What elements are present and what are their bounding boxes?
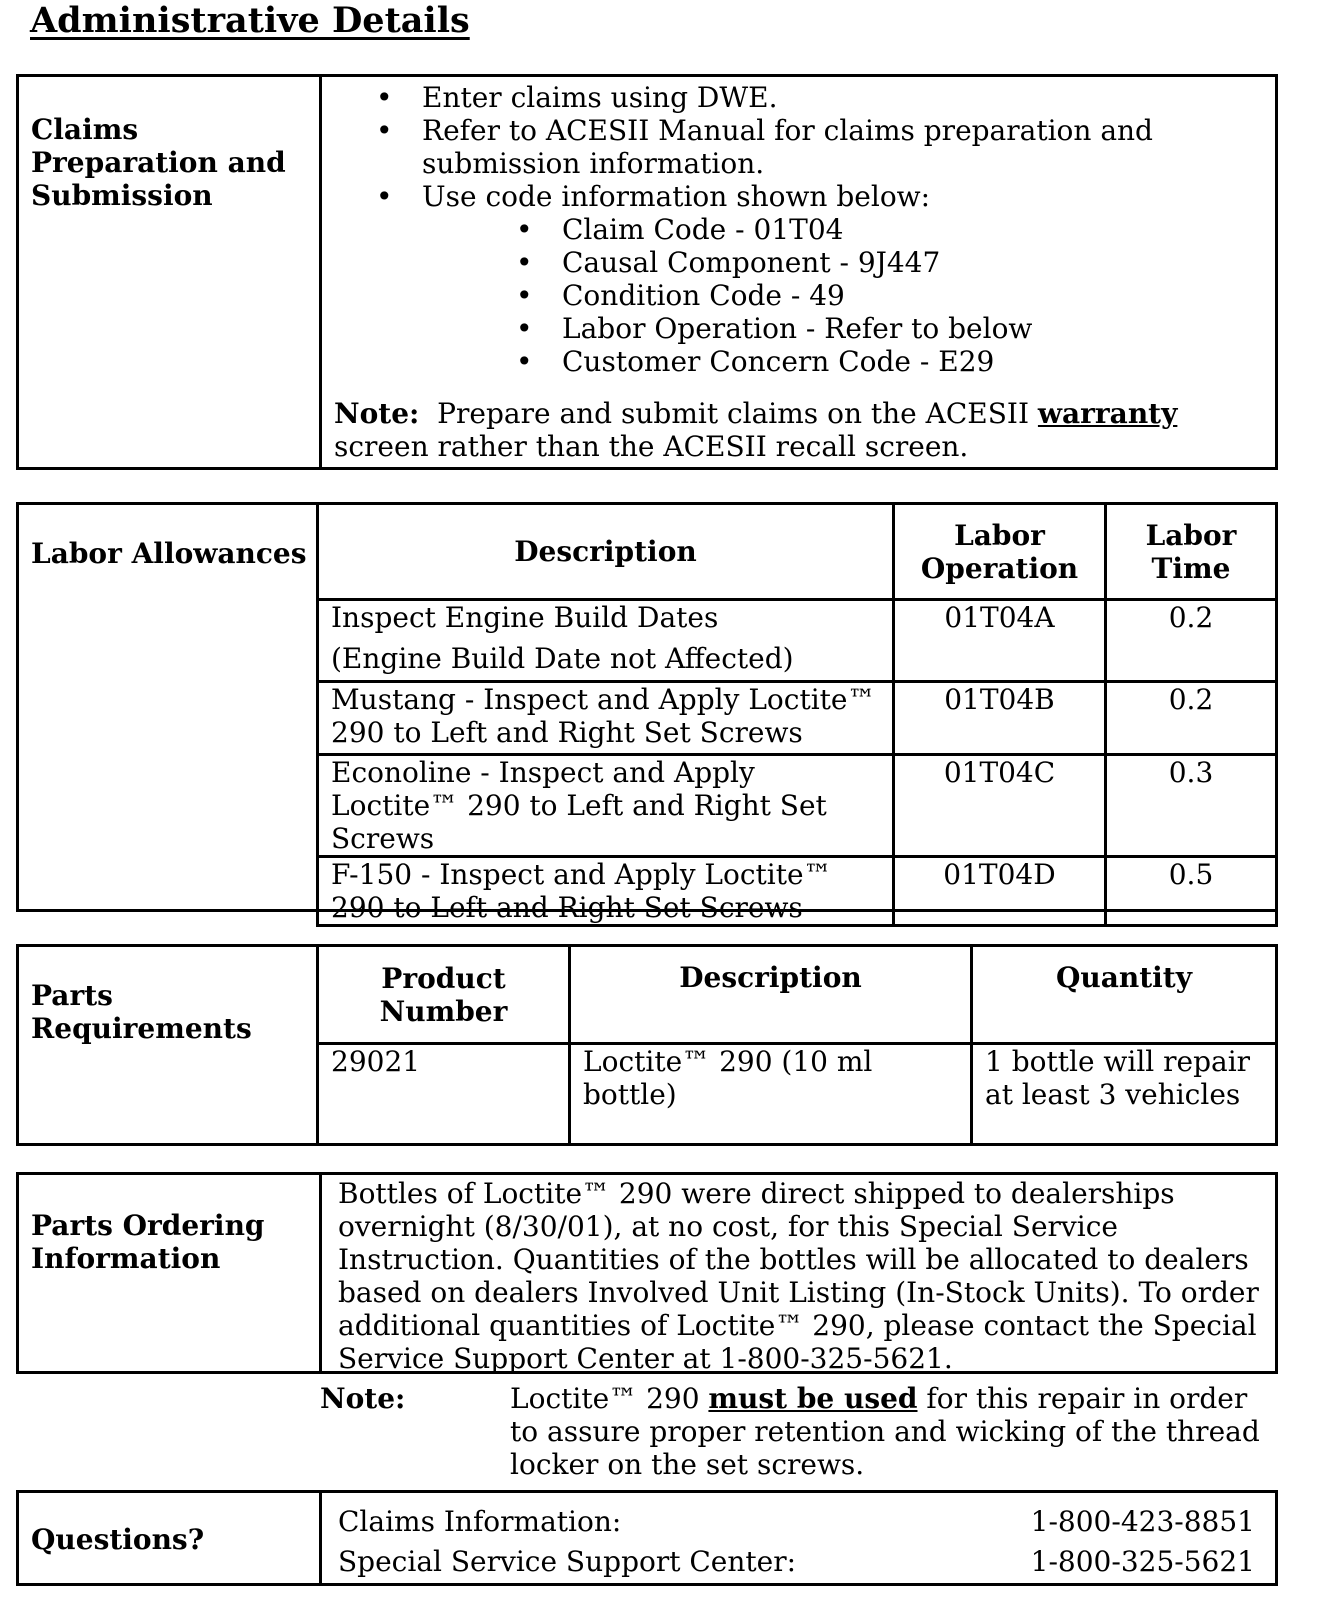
column-header: Description <box>318 504 894 600</box>
column-header: Product Number <box>318 946 570 1044</box>
table-cell: 29021 <box>318 1044 570 1145</box>
parts-table <box>316 944 1278 1146</box>
note-label: Note: <box>334 397 420 430</box>
column-header: Quantity <box>972 946 1277 1044</box>
note-text: Prepare and submit claims on the ACESII <box>437 397 1030 430</box>
list-item: • Use code information shown below: <box>422 180 1202 213</box>
questions-content <box>319 1493 1275 1583</box>
causal-component-item: • Causal Component - 9J447 <box>562 246 1202 279</box>
contact-phone: 1-800-423-8851 <box>1030 1505 1255 1538</box>
table-cell <box>318 600 894 682</box>
contact-row <box>338 1505 1255 1538</box>
table-cell: 01T04C <box>894 755 1106 857</box>
table-cell: 0.2 <box>1106 682 1277 755</box>
table-cell: 0.2 <box>1106 600 1277 682</box>
column-header: Description <box>570 946 972 1044</box>
contact-name: Special Service Support Center: <box>338 1545 797 1578</box>
claims-section <box>16 74 1278 470</box>
table-row <box>318 682 1277 755</box>
table-row <box>318 857 1277 926</box>
column-header: Labor Time <box>1106 504 1277 600</box>
claim-code-item: • Claim Code - 01T04 <box>562 213 1202 246</box>
table-cell: 01T04D <box>894 857 1106 926</box>
contact-phone: 1-800-325-5621 <box>1030 1545 1255 1578</box>
note-text: screen rather than the ACESII recall screen. <box>334 430 969 463</box>
labor-allowances-content <box>319 505 1275 924</box>
claims-bullet-list <box>422 81 1202 213</box>
table-row <box>318 1044 1277 1145</box>
table-cell: 0.5 <box>1106 857 1277 926</box>
table-header-row <box>318 946 1277 1044</box>
questions-section <box>16 1490 1278 1586</box>
note-label: Note: <box>320 1382 406 1415</box>
row-description-line: Inspect Engine Build Dates <box>331 601 719 634</box>
claims-content <box>319 77 1275 467</box>
parts-ordering-section <box>16 1172 1278 1374</box>
table-cell: 01T04B <box>894 682 1106 755</box>
condition-code-item: • Condition Code - 49 <box>562 279 1202 312</box>
table-header-row <box>318 504 1277 600</box>
column-header: Labor Operation <box>894 504 1106 600</box>
table-row <box>318 755 1277 857</box>
table-cell: Loctite™ 290 (10 ml bottle) <box>570 1044 972 1145</box>
claims-label: Claims Preparation and Submission <box>31 113 286 212</box>
table-row <box>318 600 1277 682</box>
note-emphasis: warranty <box>1037 397 1178 430</box>
parts-ordering-content <box>319 1175 1275 1375</box>
page-title: Administrative Details <box>30 0 470 41</box>
labor-operation-item: • Labor Operation - Refer to below <box>562 312 1202 345</box>
table-cell: 0.3 <box>1106 755 1277 857</box>
labor-allowances-section <box>16 502 1278 924</box>
row-description-line: (Engine Build Date not Affected) <box>331 642 794 675</box>
parts-requirements-section <box>16 944 1278 1146</box>
note-text-part: for this repair in order to assure proper retention and wicking of the thread locker on the set screws. <box>510 1382 1260 1481</box>
note-emphasis: must be used <box>708 1382 918 1415</box>
labor-allowances-label: Labor Allowances <box>31 537 307 570</box>
labor-table <box>316 502 1278 927</box>
claims-note <box>334 397 1254 463</box>
parts-ordering-text: Bottles of Loctite™ 290 were direct shipped to dealerships overnight (8/30/01), at no cost, for this Special Service Instruction. Quantities of the bottles will be allocated to dealers based on dealers Involved Unit Listing (In-Stock Units). To order additional quantities of Loctite™ 290, please contact the Special Service Support Center at 1-800-325-5621. <box>338 1177 1259 1375</box>
list-item: • Refer to ACESII Manual for claims preparation and submission information. <box>422 114 1202 180</box>
table-cell: Econoline - Inspect and Apply Loctite™ 290 to Left and Right Set Screws <box>318 755 894 857</box>
customer-concern-code-item: • Customer Concern Code - E29 <box>562 345 1202 378</box>
table-cell: 01T04A <box>894 600 1106 682</box>
contact-row <box>338 1545 1255 1578</box>
list-item: • Enter claims using DWE. <box>422 81 1202 114</box>
table-cell: Mustang - Inspect and Apply Loctite™ 290 to Left and Right Set Screws <box>318 682 894 755</box>
contact-name: Claims Information: <box>338 1505 622 1538</box>
table-cell: F-150 - Inspect and Apply Loctite™ 290 to Left and Right Set Screws <box>318 857 894 926</box>
parts-requirements-label: Parts Requirements <box>31 979 252 1045</box>
claims-code-list <box>562 213 1202 378</box>
questions-label: Questions? <box>31 1523 205 1556</box>
parts-ordering-label: Parts Ordering Information <box>31 1209 265 1275</box>
note-text <box>510 1382 1270 1481</box>
parts-requirements-content <box>319 947 1275 1143</box>
note-text-part: Loctite™ 290 <box>510 1382 700 1415</box>
table-cell: 1 bottle will repair at least 3 vehicles <box>972 1044 1277 1145</box>
